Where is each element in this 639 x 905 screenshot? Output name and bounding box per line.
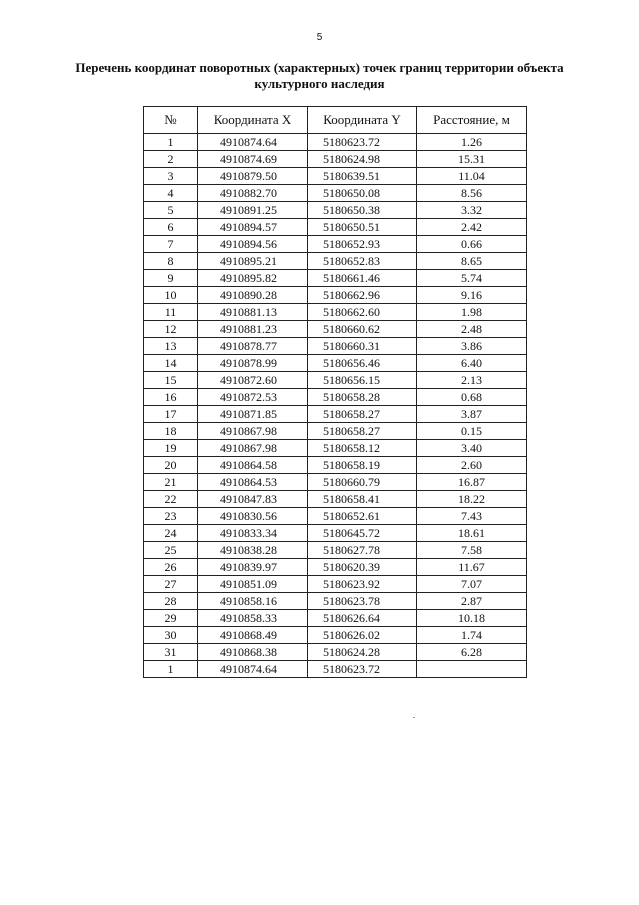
- cell-coordinate-y: 5180620.39: [308, 559, 417, 576]
- cell-coordinate-x: 4910879.50: [198, 168, 308, 185]
- table-row: [144, 338, 527, 355]
- cell-coordinate-y: 5180661.46: [308, 270, 417, 287]
- cell-distance: 0.66: [417, 236, 527, 253]
- header-coordinate-x: Координата X: [198, 107, 308, 134]
- cell-coordinate-y: 5180623.72: [308, 661, 417, 678]
- table-row: [144, 219, 527, 236]
- cell-coordinate-y: 5180650.51: [308, 219, 417, 236]
- header-number: №: [144, 107, 198, 134]
- cell-coordinate-x: 4910895.21: [198, 253, 308, 270]
- cell-coordinate-y: 5180650.08: [308, 185, 417, 202]
- cell-number: 21: [144, 474, 198, 491]
- cell-coordinate-y: 5180650.38: [308, 202, 417, 219]
- cell-coordinate-y: 5180658.28: [308, 389, 417, 406]
- cell-coordinate-y: 5180660.31: [308, 338, 417, 355]
- cell-distance: 3.32: [417, 202, 527, 219]
- cell-coordinate-y: 5180658.19: [308, 457, 417, 474]
- cell-number: 17: [144, 406, 198, 423]
- cell-coordinate-y: 5180660.62: [308, 321, 417, 338]
- cell-distance: 7.07: [417, 576, 527, 593]
- cell-coordinate-y: 5180624.98: [308, 151, 417, 168]
- cell-coordinate-x: 4910882.70: [198, 185, 308, 202]
- cell-distance: 3.40: [417, 440, 527, 457]
- cell-coordinate-y: 5180658.41: [308, 491, 417, 508]
- cell-coordinate-x: 4910881.23: [198, 321, 308, 338]
- cell-number: 1: [144, 134, 198, 151]
- cell-coordinate-y: 5180624.28: [308, 644, 417, 661]
- cell-coordinate-y: 5180656.46: [308, 355, 417, 372]
- cell-number: 7: [144, 236, 198, 253]
- table-row: [144, 185, 527, 202]
- table-row: [144, 525, 527, 542]
- table-row: [144, 304, 527, 321]
- table-body: [144, 134, 527, 678]
- cell-coordinate-x: 4910872.53: [198, 389, 308, 406]
- cell-distance: 2.87: [417, 593, 527, 610]
- cell-distance: 6.28: [417, 644, 527, 661]
- table-row: [144, 406, 527, 423]
- cell-distance: 0.68: [417, 389, 527, 406]
- cell-number: 31: [144, 644, 198, 661]
- cell-distance: 5.74: [417, 270, 527, 287]
- cell-coordinate-x: 4910858.33: [198, 610, 308, 627]
- cell-distance: 7.43: [417, 508, 527, 525]
- cell-distance: 10.18: [417, 610, 527, 627]
- cell-coordinate-x: 4910881.13: [198, 304, 308, 321]
- page-number: 5: [316, 32, 323, 43]
- cell-distance: 1.98: [417, 304, 527, 321]
- cell-number: 3: [144, 168, 198, 185]
- table-row: [144, 559, 527, 576]
- cell-coordinate-x: 4910878.77: [198, 338, 308, 355]
- cell-coordinate-y: 5180623.78: [308, 593, 417, 610]
- table-row: [144, 134, 527, 151]
- cell-distance: 11.04: [417, 168, 527, 185]
- cell-distance: 2.60: [417, 457, 527, 474]
- cell-coordinate-x: 4910878.99: [198, 355, 308, 372]
- table-row: [144, 627, 527, 644]
- cell-coordinate-y: 5180656.15: [308, 372, 417, 389]
- cell-distance: 16.87: [417, 474, 527, 491]
- table-row: [144, 202, 527, 219]
- cell-distance: 18.22: [417, 491, 527, 508]
- cell-number: 13: [144, 338, 198, 355]
- table-row: [144, 576, 527, 593]
- cell-coordinate-x: 4910871.85: [198, 406, 308, 423]
- cell-number: 23: [144, 508, 198, 525]
- table-row: [144, 372, 527, 389]
- cell-coordinate-x: 4910838.28: [198, 542, 308, 559]
- cell-coordinate-x: 4910894.56: [198, 236, 308, 253]
- cell-coordinate-x: 4910858.16: [198, 593, 308, 610]
- table-row: [144, 236, 527, 253]
- table-row: [144, 151, 527, 168]
- cell-coordinate-y: 5180658.27: [308, 423, 417, 440]
- cell-coordinate-y: 5180662.60: [308, 304, 417, 321]
- cell-number: 27: [144, 576, 198, 593]
- table-row: [144, 423, 527, 440]
- cell-number: 14: [144, 355, 198, 372]
- table-row: [144, 389, 527, 406]
- cell-coordinate-x: 4910890.28: [198, 287, 308, 304]
- cell-number: 22: [144, 491, 198, 508]
- cell-distance: 7.58: [417, 542, 527, 559]
- table-row: [144, 253, 527, 270]
- table-row: [144, 661, 527, 678]
- cell-coordinate-x: 4910851.09: [198, 576, 308, 593]
- table-row: [144, 542, 527, 559]
- cell-distance: 9.16: [417, 287, 527, 304]
- table-row: [144, 457, 527, 474]
- cell-coordinate-y: 5180626.64: [308, 610, 417, 627]
- document-title: [40, 60, 599, 92]
- header-coordinate-y: Координата Y: [308, 107, 417, 134]
- table-header-row: [144, 107, 527, 134]
- cell-number: 20: [144, 457, 198, 474]
- table-row: [144, 593, 527, 610]
- cell-coordinate-x: 4910895.82: [198, 270, 308, 287]
- title-line-2: культурного наследия: [254, 76, 385, 91]
- table-row: [144, 491, 527, 508]
- cell-coordinate-x: 4910833.34: [198, 525, 308, 542]
- cell-distance: 2.42: [417, 219, 527, 236]
- cell-distance: 1.74: [417, 627, 527, 644]
- cell-distance: 6.40: [417, 355, 527, 372]
- cell-number: 29: [144, 610, 198, 627]
- cell-number: 4: [144, 185, 198, 202]
- title-line-1: Перечень координат поворотных (характерных) точек границ территории объекта: [75, 60, 564, 75]
- cell-coordinate-x: 4910874.64: [198, 661, 308, 678]
- cell-coordinate-x: 4910874.69: [198, 151, 308, 168]
- cell-distance: 2.13: [417, 372, 527, 389]
- cell-coordinate-x: 4910864.58: [198, 457, 308, 474]
- cell-distance: 0.15: [417, 423, 527, 440]
- cell-distance: [417, 661, 527, 678]
- cell-coordinate-y: 5180652.61: [308, 508, 417, 525]
- cell-coordinate-x: 4910891.25: [198, 202, 308, 219]
- cell-distance: 11.67: [417, 559, 527, 576]
- cell-coordinate-x: 4910867.98: [198, 440, 308, 457]
- table-row: [144, 355, 527, 372]
- cell-distance: 3.87: [417, 406, 527, 423]
- cell-distance: 2.48: [417, 321, 527, 338]
- table-row: [144, 508, 527, 525]
- cell-distance: 3.86: [417, 338, 527, 355]
- cell-distance: 18.61: [417, 525, 527, 542]
- cell-number: 1: [144, 661, 198, 678]
- header-distance: Расстояние, м: [417, 107, 527, 134]
- cell-number: 8: [144, 253, 198, 270]
- cell-number: 12: [144, 321, 198, 338]
- cell-coordinate-y: 5180623.72: [308, 134, 417, 151]
- cell-coordinate-y: 5180626.02: [308, 627, 417, 644]
- cell-coordinate-x: 4910839.97: [198, 559, 308, 576]
- cell-number: 24: [144, 525, 198, 542]
- cell-number: 6: [144, 219, 198, 236]
- cell-coordinate-x: 4910868.38: [198, 644, 308, 661]
- cell-coordinate-x: 4910894.57: [198, 219, 308, 236]
- scan-speck: [413, 717, 415, 718]
- cell-distance: 1.26: [417, 134, 527, 151]
- cell-coordinate-y: 5180652.93: [308, 236, 417, 253]
- cell-number: 28: [144, 593, 198, 610]
- cell-number: 11: [144, 304, 198, 321]
- cell-distance: 15.31: [417, 151, 527, 168]
- table-row: [144, 644, 527, 661]
- cell-distance: 8.56: [417, 185, 527, 202]
- cell-number: 26: [144, 559, 198, 576]
- table-row: [144, 474, 527, 491]
- cell-coordinate-y: 5180660.79: [308, 474, 417, 491]
- cell-coordinate-y: 5180623.92: [308, 576, 417, 593]
- cell-coordinate-x: 4910864.53: [198, 474, 308, 491]
- cell-number: 9: [144, 270, 198, 287]
- cell-coordinate-y: 5180645.72: [308, 525, 417, 542]
- cell-coordinate-y: 5180658.27: [308, 406, 417, 423]
- table-row: [144, 270, 527, 287]
- cell-number: 25: [144, 542, 198, 559]
- cell-number: 10: [144, 287, 198, 304]
- cell-number: 18: [144, 423, 198, 440]
- cell-coordinate-y: 5180652.83: [308, 253, 417, 270]
- cell-number: 15: [144, 372, 198, 389]
- cell-coordinate-y: 5180658.12: [308, 440, 417, 457]
- cell-coordinate-x: 4910830.56: [198, 508, 308, 525]
- coordinates-table: [143, 106, 527, 678]
- table-row: [144, 440, 527, 457]
- cell-number: 30: [144, 627, 198, 644]
- cell-number: 2: [144, 151, 198, 168]
- cell-distance: 8.65: [417, 253, 527, 270]
- cell-number: 19: [144, 440, 198, 457]
- table-row: [144, 168, 527, 185]
- table-row: [144, 321, 527, 338]
- cell-coordinate-y: 5180627.78: [308, 542, 417, 559]
- table-row: [144, 287, 527, 304]
- cell-coordinate-x: 4910847.83: [198, 491, 308, 508]
- cell-coordinate-x: 4910872.60: [198, 372, 308, 389]
- cell-number: 5: [144, 202, 198, 219]
- cell-number: 16: [144, 389, 198, 406]
- table-row: [144, 610, 527, 627]
- cell-coordinate-y: 5180662.96: [308, 287, 417, 304]
- cell-coordinate-x: 4910867.98: [198, 423, 308, 440]
- cell-coordinate-y: 5180639.51: [308, 168, 417, 185]
- cell-coordinate-x: 4910868.49: [198, 627, 308, 644]
- cell-coordinate-x: 4910874.64: [198, 134, 308, 151]
